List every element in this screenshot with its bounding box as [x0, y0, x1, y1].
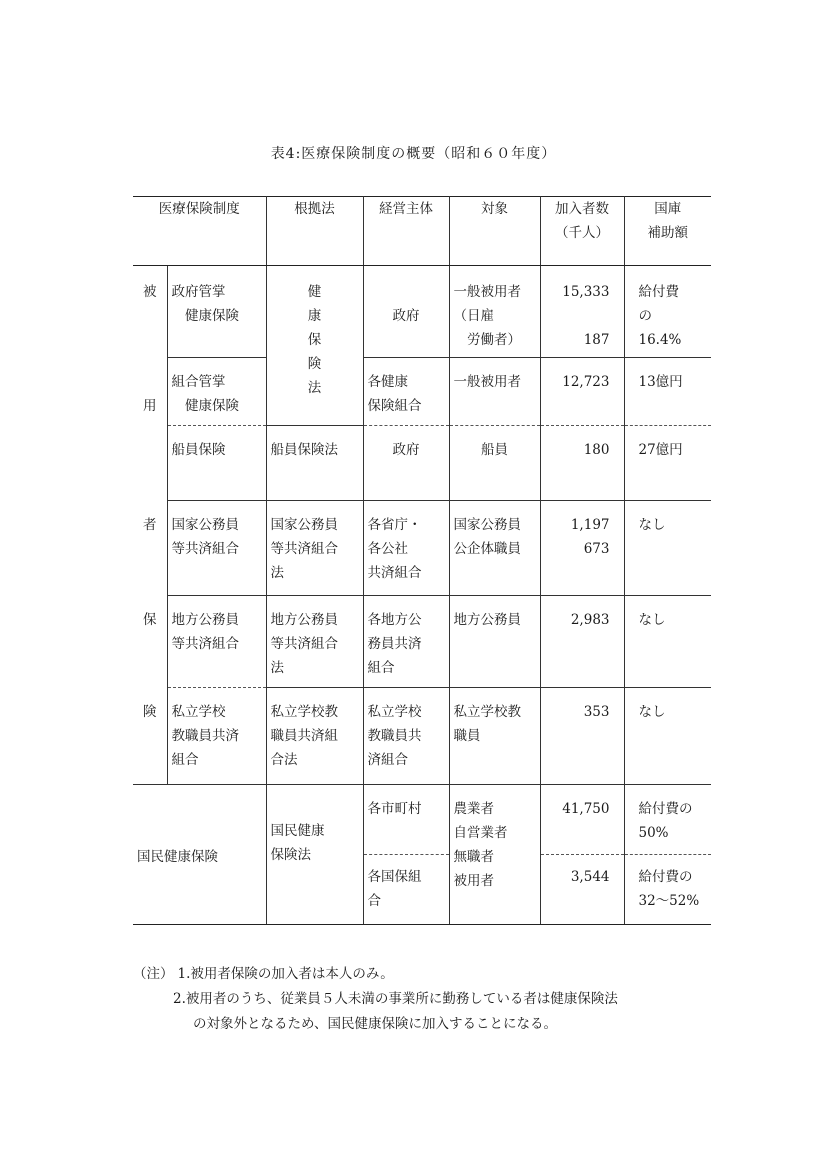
header-system: 医療保険制度: [133, 197, 266, 266]
table-row: [133, 596, 711, 688]
row2-operator: 政府: [363, 426, 449, 501]
table-row: [133, 785, 711, 855]
table-row: [133, 358, 711, 426]
row2-subsidy: 27億円: [624, 426, 711, 501]
row3-subsidy: なし: [624, 501, 711, 596]
row5-operator: 私立学校 教職員共 済組合: [363, 688, 449, 785]
table-row: [133, 688, 711, 785]
row5-system: 私立学校 教職員共済 組合: [167, 688, 266, 785]
header-operator: 経営主体: [363, 197, 449, 266]
header-row: [133, 197, 711, 266]
row4-system: 地方公務員 等共済組合: [167, 596, 266, 688]
row4-law: 地方公務員 等共済組合 法: [266, 596, 363, 688]
row4-subsidy: なし: [624, 596, 711, 688]
row1-operator: 各健康 保険組合: [363, 358, 449, 426]
row4-target: 地方公務員: [449, 596, 540, 688]
side-label-5: 険: [133, 688, 167, 785]
table-row: [133, 501, 711, 596]
row2-members: 180: [540, 426, 624, 501]
header-subsidy: 国庫 補助額: [624, 197, 711, 266]
side-label-4: 保: [133, 596, 167, 688]
row4-operator: 各地方公 務員共済 組合: [363, 596, 449, 688]
page-title: 表4:医療保険制度の概要（昭和６０年度）: [270, 146, 557, 162]
nhi-system: 国民健康保険: [133, 785, 266, 925]
row0-system: 政府管掌 健康保険: [167, 266, 266, 358]
row2-law: 船員保険法: [266, 426, 363, 501]
row2-system: 船員保険: [167, 426, 266, 501]
row1-subsidy: 13億円: [638, 374, 683, 390]
row3-system: 国家公務員 等共済組合: [167, 501, 266, 596]
table-row: [133, 426, 711, 501]
note-2: 2.被用者のうち、従業員５人未満の事業所に勤務している者は健康保険法: [173, 991, 618, 1007]
row3-target: 国家公務員 公企体職員: [449, 501, 540, 596]
header-law: 根拠法: [266, 197, 363, 266]
row0-members: 15,333 187: [540, 266, 624, 358]
row0-operator: 政府: [363, 266, 449, 358]
row5-law: 私立学校教 職員共済組 合法: [266, 688, 363, 785]
row0-law: 健 康 保 険 法: [266, 266, 363, 426]
insurance-table: [133, 196, 711, 925]
nhi-members-municipal: 41,750: [540, 785, 624, 855]
side-label-1: 被: [133, 266, 167, 358]
nhi-subsidy-association: 給付費の 32～52%: [624, 855, 711, 925]
table-row: [133, 266, 711, 358]
row1-members: 12,723: [540, 358, 624, 426]
note-1: （注） 1.被用者保険の加入者は本人のみ。: [133, 966, 394, 982]
nhi-operator-municipal: 各市町村: [363, 785, 449, 855]
nhi-law: 国民健康 保険法: [266, 785, 363, 925]
row0-target: 一般被用者 （日雇 労働者）: [449, 266, 540, 358]
row5-target: 私立学校教 職員: [449, 688, 540, 785]
nhi-members-association: 3,544: [540, 855, 624, 925]
nhi-target: 農業者 自営業者 無職者 被用者: [449, 785, 540, 925]
row0-subsidy: 給付費 の 16.4%: [624, 266, 711, 358]
row4-members: 2,983: [540, 596, 624, 688]
notes: [133, 962, 733, 1037]
side-label-2: 用: [133, 358, 167, 426]
row3-members: 1,197 673: [540, 501, 624, 596]
nhi-subsidy-municipal: 給付費の 50%: [624, 785, 711, 855]
row2-target: 船員: [449, 426, 540, 501]
row1-target: 一般被用者: [449, 358, 540, 426]
header-target: 対象: [449, 197, 540, 266]
header-members: 加入者数 （千人）: [540, 197, 624, 266]
side-label-3: 者: [133, 501, 167, 596]
row3-law: 国家公務員 等共済組合 法: [266, 501, 363, 596]
row3-operator: 各省庁・ 各公社 共済組合: [363, 501, 449, 596]
row5-members: 353: [540, 688, 624, 785]
note-prefix: （注）: [133, 966, 174, 982]
row1-system: 組合管掌 健康保険: [167, 358, 266, 426]
nhi-operator-association: 各国保組 合: [363, 855, 449, 925]
note-2-cont: の対象外となるため、国民健康保険に加入することになる。: [193, 1016, 557, 1032]
row5-subsidy: なし: [624, 688, 711, 785]
